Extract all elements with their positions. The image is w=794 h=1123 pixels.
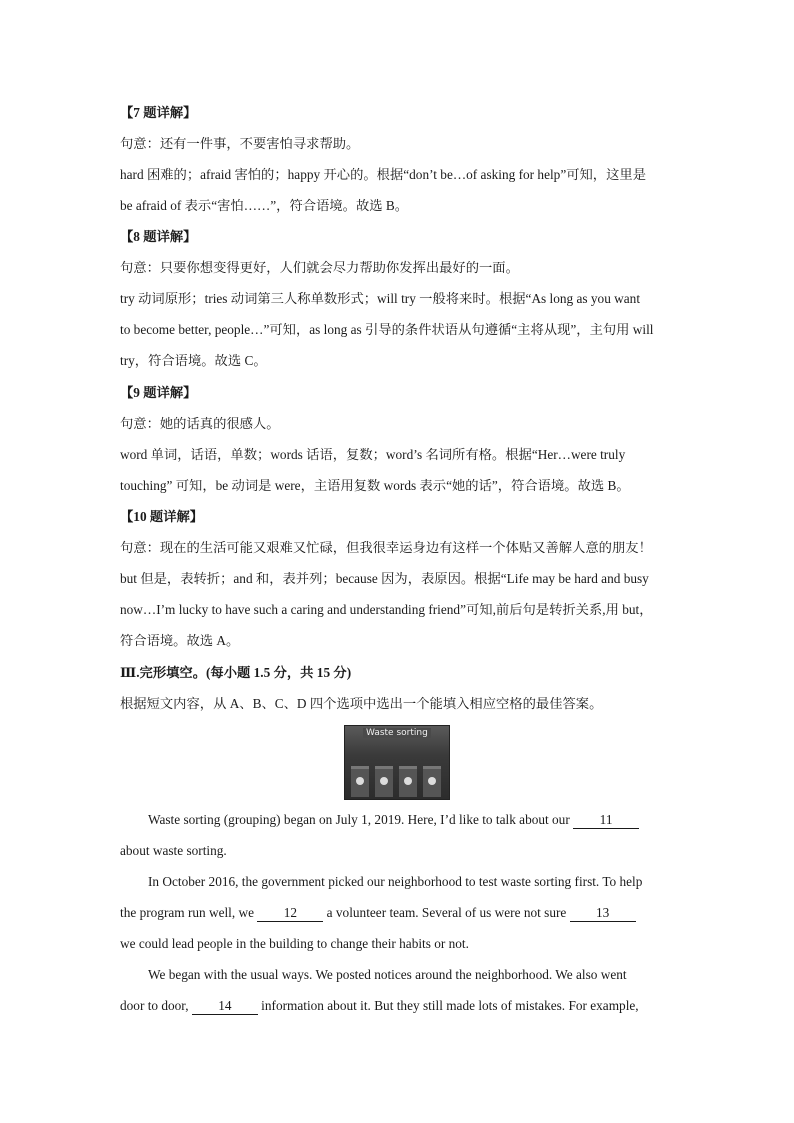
waste-sorting-image [344, 725, 450, 800]
q9-explanation-2: touching” 可知，be 动词是 were，主语用复数 words 表示“她的话”，符合语境。故选 B。 [120, 478, 630, 493]
q9-explanation-1: word 单词，话语，单数；words 话语，复数；word’s 名词所有格。根据“Her…were truly [120, 447, 626, 462]
bin-icon [375, 766, 393, 797]
q8-explanation-3: try，符合语境。故选 C。 [120, 353, 267, 368]
passage-paragraph-1 [148, 810, 680, 830]
passage-paragraph-2-end: we could lead people in the building to change their habits or not. [120, 936, 469, 951]
passage-paragraph-2-cont [120, 903, 680, 923]
passage-paragraph-2: In October 2016, the government picked our neighborhood to test waste sorting first. To help [148, 874, 643, 889]
q9-heading: 【9 题详解】 [120, 385, 197, 400]
q8-explanation-1: try 动词原形；tries 动词第三人称单数形式；will try 一般将来时。根据“As long as you want [120, 291, 641, 306]
q7-translation: 句意：还有一件事，不要害怕寻求帮助。 [120, 136, 360, 151]
q7-explanation-2: be afraid of 表示“害怕……”，符合语境。故选 B。 [120, 198, 409, 213]
q9-translation: 句意：她的话真的很感人。 [120, 416, 280, 431]
section-heading: Ⅲ.完形填空。(每小题 1.5 分，共 15 分) [120, 665, 352, 680]
q7-explanation-1: hard 困难的；afraid 害怕的；happy 开心的。根据“don’t be…of asking for help”可知，这里是 [120, 167, 646, 182]
passage-text: door to door, [120, 998, 192, 1013]
passage-text: a volunteer team. Several of us were not sure [323, 905, 570, 920]
section-instruction: 根据短文内容，从 A、B、C、D 四个选项中选出一个能填入相应空格的最佳答案。 [120, 696, 603, 711]
bin-icon [399, 766, 417, 797]
q8-heading: 【8 题详解】 [120, 229, 197, 244]
bin-icon [351, 766, 369, 797]
blank-11[interactable]: 11 [573, 812, 639, 829]
q10-explanation-3: 符合语境。故选 A。 [120, 633, 240, 648]
passage-paragraph-3-cont [120, 996, 680, 1016]
blank-12[interactable]: 12 [257, 905, 323, 922]
q8-explanation-2: to become better, people…”可知，as long as 引导的条件状语从句遵循“主将从现”，主句用 will [120, 322, 654, 337]
blank-14[interactable]: 14 [192, 998, 258, 1015]
bin-icon [423, 766, 441, 797]
passage-text: Waste sorting (grouping) began on July 1, 2019. Here, I’d like to talk about our [148, 812, 574, 827]
q7-heading: 【7 题详解】 [120, 105, 197, 120]
q10-explanation-1: but 但是，表转折；and 和，表并列；because 因为，表原因。根据“Life may be hard and busy [120, 571, 649, 586]
image-caption: Waste sorting [363, 728, 431, 738]
blank-13[interactable]: 13 [570, 905, 636, 922]
passage-paragraph-3: We began with the usual ways. We posted notices around the neighborhood. We also went [148, 967, 627, 982]
passage-text: information about it. But they still made lots of mistakes. For example, [257, 998, 639, 1013]
q8-translation: 句意：只要你想变得更好，人们就会尽力帮助你发挥出最好的一面。 [120, 260, 519, 275]
q10-heading: 【10 题详解】 [120, 509, 204, 524]
passage-text: the program run well, we [120, 905, 258, 920]
q10-explanation-2: now…I’m lucky to have such a caring and understanding friend”可知,前后句是转折关系,用 but， [120, 602, 653, 617]
passage-paragraph-1-cont: about waste sorting. [120, 843, 227, 858]
q10-translation: 句意：现在的生活可能又艰难又忙碌，但我很幸运身边有这样一个体贴又善解人意的朋友！ [120, 540, 652, 555]
